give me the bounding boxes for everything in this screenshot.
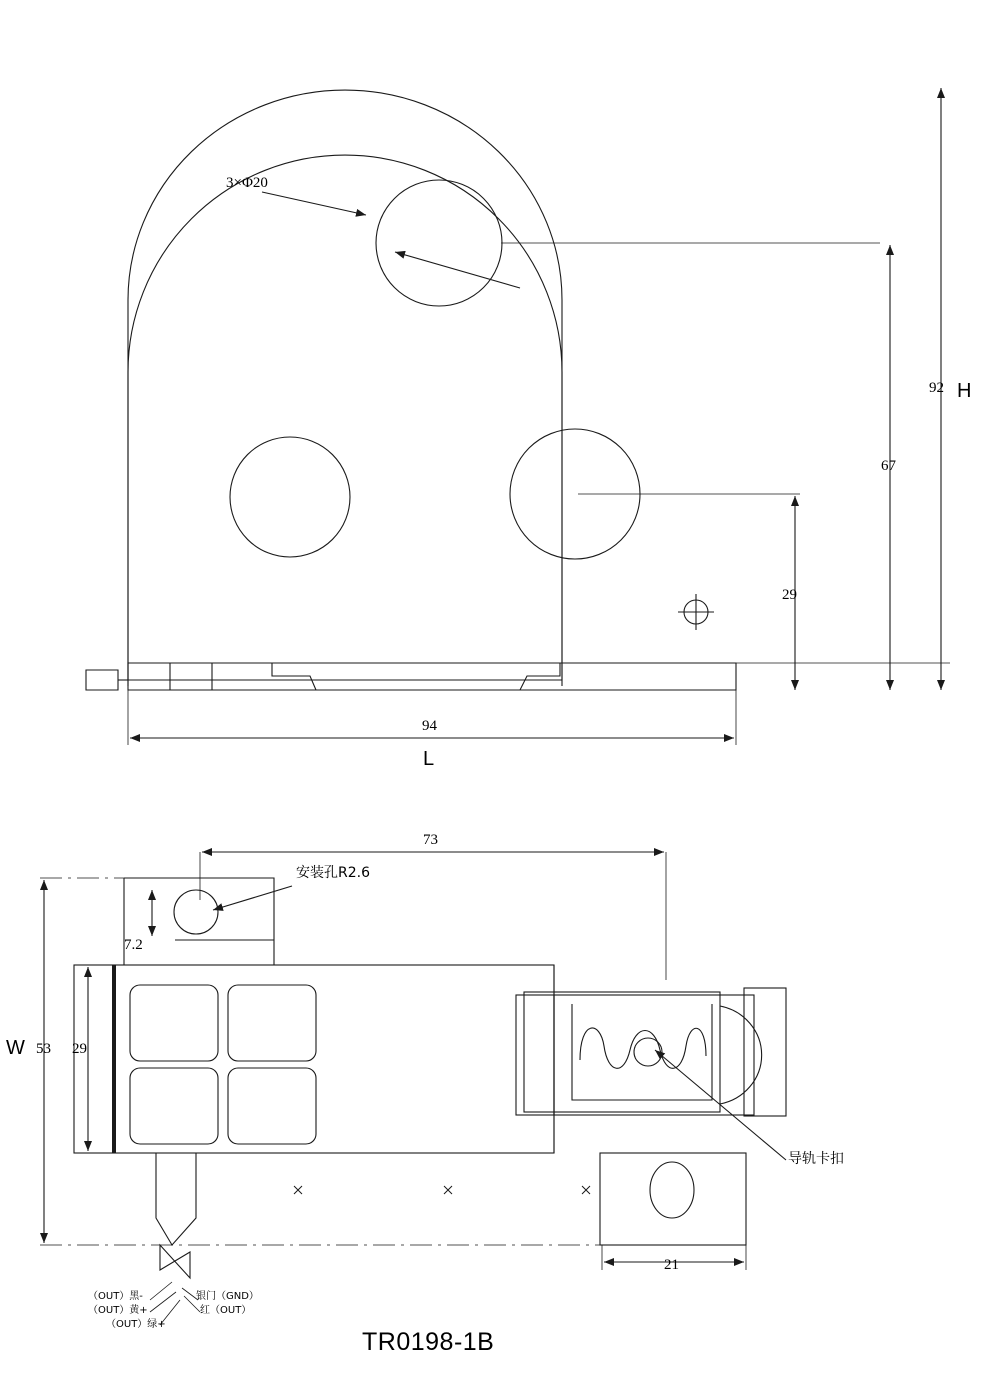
leader-3xphi20-b (395, 252, 520, 288)
wire-red-label: 红（OUT） (200, 1305, 252, 1316)
dim-H-label: H (957, 380, 972, 402)
front-view-base-rail (86, 663, 736, 690)
dim-53-label: 53 (36, 1041, 51, 1057)
wire-green-label: （OUT）绿+ (106, 1319, 166, 1330)
top-view-pads (130, 985, 316, 1144)
dim-29-label: 29 (782, 587, 797, 603)
leader-3xphi20 (262, 192, 366, 215)
dim-L-label: L (423, 748, 435, 770)
leader-mount-hole (213, 886, 292, 910)
dim-94-label: 94 (422, 718, 437, 734)
center-mark (678, 594, 714, 630)
bottom-tick-marks (294, 1186, 590, 1194)
dim-21-label: 21 (664, 1257, 679, 1273)
top-view-body (74, 965, 786, 1153)
hole-left (230, 437, 350, 557)
rail-clip-callout: 导轨卡扣 (788, 1151, 844, 1167)
rail-clip-detail (524, 992, 762, 1112)
dim-92-label: 92 (929, 380, 944, 396)
front-view-body (128, 90, 562, 680)
front-view-outline (128, 155, 562, 686)
mount-hole-callout: 安装孔R2.6 (296, 865, 370, 881)
holes-callout: 3×Φ20 (226, 175, 268, 191)
top-view-mount-tab (124, 878, 274, 965)
top-view-lower-block (600, 1153, 746, 1245)
drawing-title: TR0198-1B (362, 1328, 495, 1356)
dim-W-label: W (6, 1037, 25, 1059)
mount-hole (174, 890, 218, 934)
dim-67-label: 67 (881, 458, 896, 474)
dim-29b-label: 29 (72, 1041, 87, 1057)
wire-black-label: （OUT）黑- (88, 1291, 143, 1302)
wire-yellow-label: （OUT）黄+ (88, 1305, 148, 1316)
hole-top (376, 180, 502, 306)
dim-7-2-label: 7.2 (124, 937, 143, 953)
wire-gnd-label: 银门（GND） (196, 1291, 259, 1302)
dim-73-label: 73 (423, 832, 438, 848)
wire-tail (156, 1153, 196, 1278)
